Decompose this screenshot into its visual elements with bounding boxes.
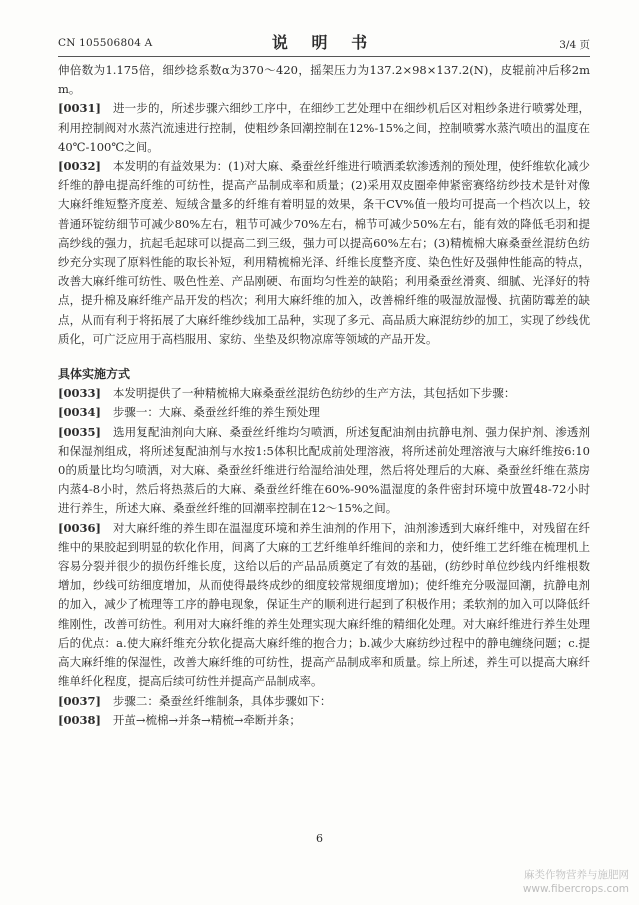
document-title: 说 明 书	[271, 33, 377, 52]
paragraph-number: [0037]	[58, 693, 101, 708]
paragraph	[58, 99, 590, 157]
paragraph-text: 步骤一：大麻、桑蚕丝纤维的养生预处理	[112, 405, 320, 420]
paragraph	[58, 157, 590, 349]
paragraph-text: 本发明的有益效果为：(1)对大麻、桑蚕丝纤维进行喷洒柔软渗透剂的预处理，使纤维软化减少纤维的静电提高纤维的可纺性，提高产品制成率和质量；(2)采用双皮圈牵伸紧密赛络纺纱技术是针对像大麻纤维短整齐度差、短绒含量多的纤维有着明显的效果，条干CV%值一般均可提高一个档次以上，较普通环锭纺细节可减少80%左右，粗节可减少70%左右，棉节可减少50%左右，能有效的降低毛羽和提高纱线的强力，抗起毛起球可以提高二到三级，强力可以提高60%左右；(3)精梳棉大麻桑蚕丝混纺色纺纱充分实现了原料性能的取长补短，利用精梳棉光泽、纤维长度整齐度、染色性好及强伸性能高的特点，改善大麻纤维可纺性、吸色性差、产品刚硬、布面均匀性差的缺陷；利用桑蚕丝滑爽、细腻、光泽好的特点，提升棉及麻纤维产品开发的档次；利用大麻纤维的加入，改善棉纤维的吸湿放湿慢、抗菌防霉差的缺点，从而有利于将拓展了大麻纤维纱线加工品种，实现了多元、高品质大麻混纺纱的加工，实现了纱线优质化，可广泛应用于高档服用、家纺、坐垫及织物凉席等领域的产品开发。	[58, 159, 590, 346]
paragraph-text: 具体实施方式	[58, 367, 131, 382]
paragraph-number: [0033]	[58, 386, 101, 401]
paragraph-text: 进一步的，所述步骤六细纱工序中，在细纱工艺处理中在细纱机后区对粗纱条进行喷雾处理，利用控制阀对水蒸汽流速进行控制，使粗纱条回潮控制在12%-15%之间，控制喷雾水蒸汽喷出的温度在40℃-100℃之间。	[58, 101, 590, 154]
paragraph-number: [0034]	[58, 405, 101, 420]
paragraph-text: 对大麻纤维的养生即在温湿度环境和养生油剂的作用下，油剂渗透到大麻纤维中，对残留在纤维中的果胶起到明显的软化作用，间离了大麻的工艺纤维单纤维间的亲和力，使纤维工艺纤维在梳理机上容易分裂并很少的损伤纤维长度，这给以后的产品品质奠定了有效的基础，(纺纱时单位纱线内纤维根数增加，纱线可纺细度增加，从而使得最终成纱的细度较常规细度增加)；使纤维充分吸湿回潮，抗静电剂的加入，减少了梳理等工序的静电现象，保证生产的顺利进行起到了积极作用；柔软剂的加入可以降低纤维刚性，改善可纺性。利用对大麻纤维的养生处理实现大麻纤维的精细化处理。对大麻纤维进行养生处理后的优点：a.使大麻纤维充分软化提高大麻纤维的抱合力；b.减少大麻纺纱过程中的静电缠绕问题；c.提高大麻纤维的保湿性，改善大麻纤维的可纺性，提高产品制成率和质量。综上所述，养生可以提高大麻纤维单纤化程度，提高后续可纺性并提高产品制成率。	[58, 520, 590, 689]
paragraph-text: 开茧→梳棉→并条→精梳→牵断并条；	[112, 712, 301, 727]
page-header	[58, 30, 590, 52]
watermark	[523, 868, 629, 896]
paragraph-number: [0035]	[58, 424, 101, 439]
paragraph	[58, 711, 590, 730]
paragraph-number: [0036]	[58, 520, 101, 535]
watermark-url: www.fibercrops.com	[522, 883, 629, 895]
paragraph-number: [0038]	[58, 712, 101, 727]
document-body	[58, 61, 590, 730]
paragraph	[58, 692, 590, 711]
paragraph-text: 选用复配油剂向大麻、桑蚕丝纤维均匀喷洒，所述复配油剂由抗静电剂、强力保护剂、渗透剂和保湿剂组成，将所述复配油剂与水按1:5体积比配成前处理溶液，将所述前处理溶液与大麻纤维按6:100的质量比均匀喷洒，对大麻、桑蚕丝纤维进行给湿给油处理，然后将处理后的大麻、桑蚕丝纤维在蒸房内蒸4-8小时，然后将热蒸后的大麻、桑蚕丝纤维在60%-90%温湿度的条件密封环境中放置48-72小时进行养生，所述大麻、桑蚕丝纤维的回潮率控制在12～15%之间。	[58, 424, 590, 516]
paragraph	[58, 423, 590, 519]
paragraph-number: [0031]	[58, 101, 101, 116]
paragraph	[58, 519, 590, 692]
paragraph-text: 本发明提供了一种精梳棉大麻桑蚕丝混纺色纺纱的生产方法，其包括如下步骤：	[112, 386, 516, 401]
watermark-site-name: 麻类作物营养与施肥网	[524, 869, 629, 881]
paragraph-text: 步骤二：桑蚕丝纤维制条，具体步骤如下：	[112, 693, 332, 708]
paragraph-number: [0032]	[58, 159, 101, 174]
section-heading	[58, 365, 590, 384]
paragraph	[58, 403, 590, 422]
page-label: 3/4 页	[559, 39, 590, 51]
paragraph-text: 伸倍数为1.175倍，细纱捻系数α为370～420，摇架压力为137.2×98×137.2(N)，皮辊前冲后移2mm。	[58, 63, 590, 97]
paragraph	[58, 61, 590, 99]
page-number: 6	[316, 832, 323, 845]
header-rule	[58, 56, 590, 57]
paragraph	[58, 384, 590, 403]
section-gap	[58, 349, 590, 365]
patent-number: CN 105506804 A	[58, 37, 153, 49]
